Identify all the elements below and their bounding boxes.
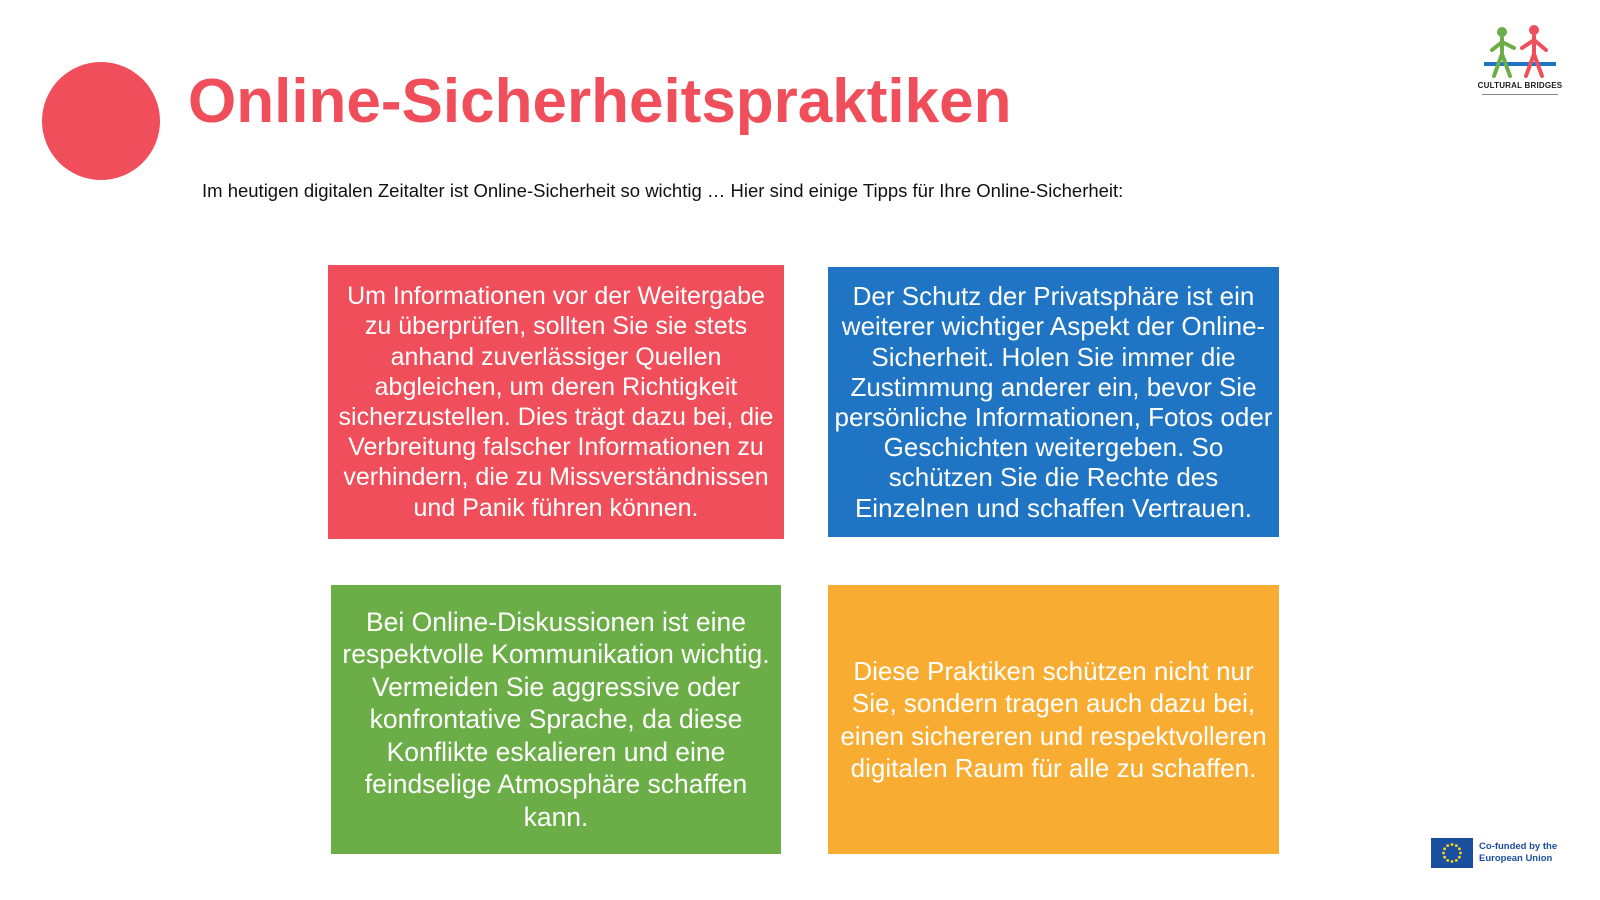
cultural-bridges-wordmark: CULTURAL BRIDGES [1477, 81, 1563, 90]
accent-circle [42, 62, 160, 180]
tip-card-privacy [828, 267, 1279, 537]
eu-cofunded-logo [1431, 838, 1581, 870]
eu-flag-icon [1431, 838, 1473, 868]
bridge-people-icon [1482, 24, 1558, 80]
page-title: Online-Sicherheitspraktiken [188, 67, 1012, 136]
eu-funding-label: Co-funded by the European Union [1479, 841, 1558, 864]
tip-card-text: Um Informationen vor der Weitergabe zu überprüfen, sollten Sie sie stets anhand zuverlässiger Quellen abgleichen, um deren Richtigkeit sicherzustellen. Dies trägt dazu bei, die Verbreitung falscher Informationen zu verhindern, die zu Missverständnissen und Panik führen können. [338, 282, 774, 522]
logo-divider [1482, 94, 1558, 95]
tip-card-summary [828, 585, 1279, 854]
tip-card-text: Bei Online-Diskussionen ist eine respektvolle Kommunikation wichtig. Vermeiden Sie aggressive oder konfrontative Sprache, da diese Konflikte eskalieren und eine feindselige Atmosphäre schaffen kann. [342, 606, 770, 832]
intro-text: Im heutigen digitalen Zeitalter ist Online-Sicherheit so wichtig … Hier sind einige Tipps für Ihre Online-Sicherheit: [202, 180, 1124, 201]
cultural-bridges-logo [1470, 20, 1570, 100]
tip-card-text: Der Schutz der Privatsphäre ist ein weiterer wichtiger Aspekt der Online-Sicherheit. Holen Sie immer die Zustimmung anderer ein, bevor Sie persönliche Informationen, Fotos oder Geschichten weitergeben. So schützen Sie die Rechte des Einzelnen und schaffen Vertrauen. [834, 281, 1273, 523]
tip-card-verify-info [328, 265, 784, 539]
tip-card-text: Diese Praktiken schützen nicht nur Sie, sondern tragen auch dazu bei, einen sichereren und respektvolleren digitalen Raum für alle zu schaffen. [840, 655, 1267, 783]
tip-card-respectful-communication [331, 585, 781, 854]
